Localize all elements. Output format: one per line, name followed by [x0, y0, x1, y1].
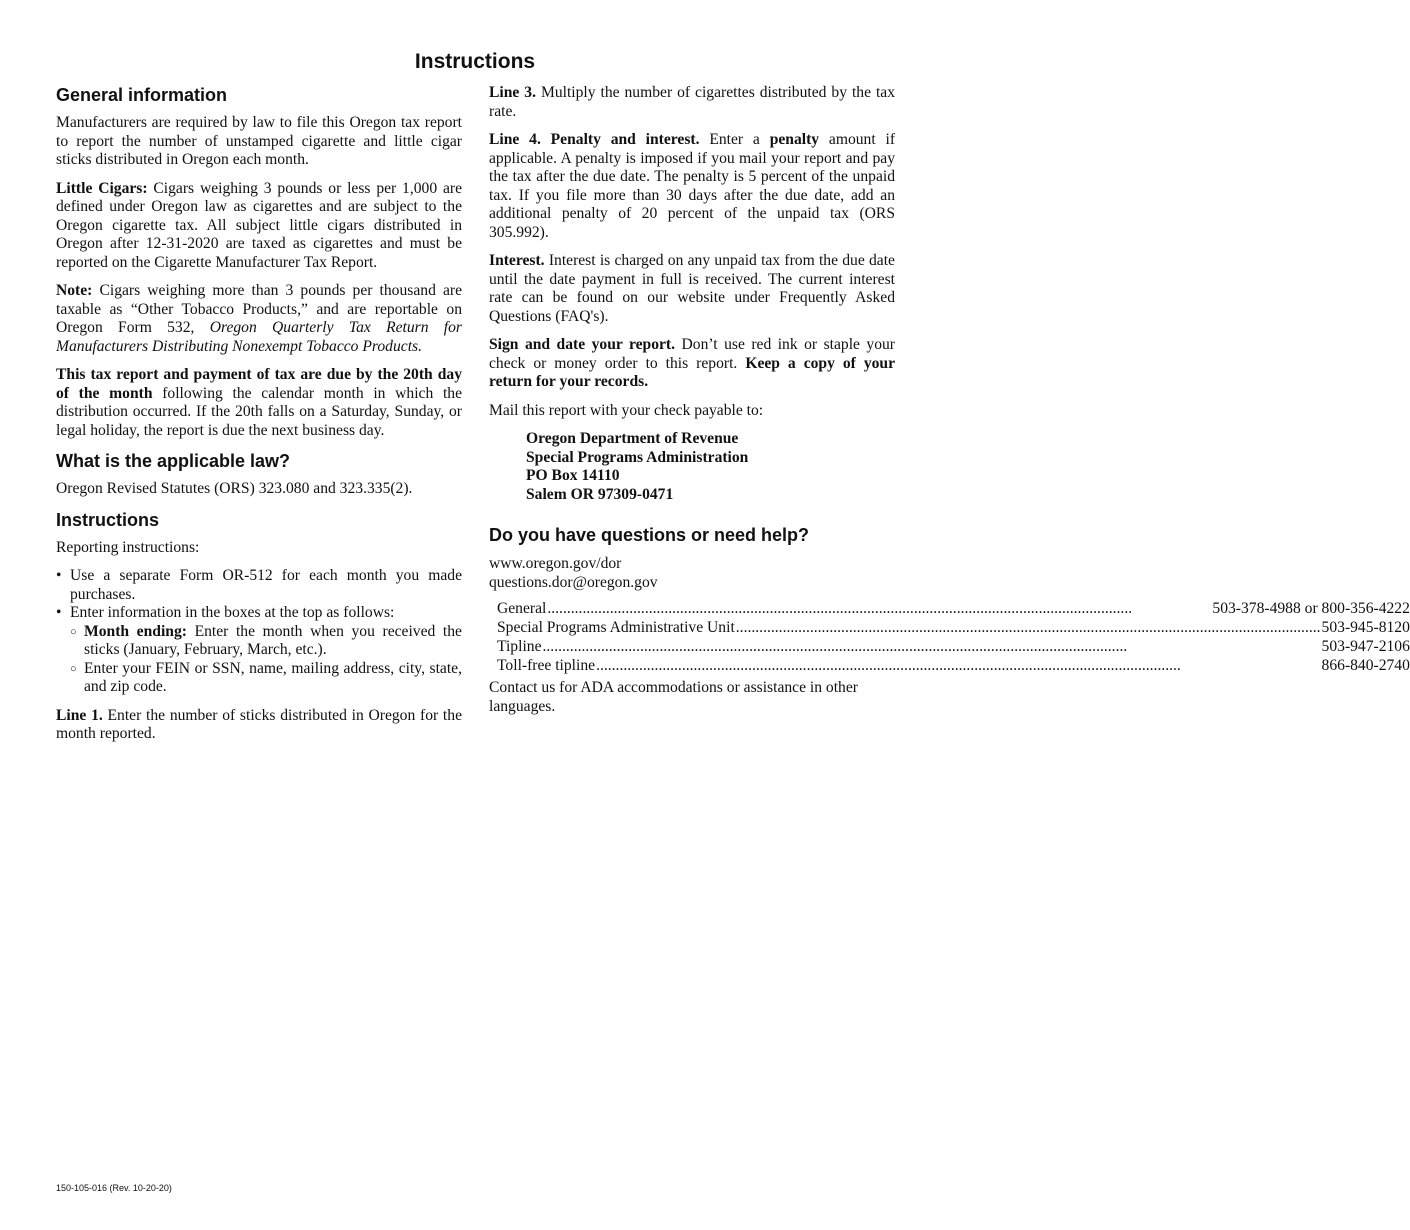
line3-paragraph	[489, 84, 895, 121]
sub-list-item	[70, 623, 462, 660]
month-ending-label: Month ending:	[84, 622, 187, 640]
left-column	[56, 84, 462, 754]
due-date-bold: This tax report and payment of tax are due by the 20th day of the month	[56, 366, 462, 402]
phone-number: 503-945-8120	[1321, 619, 1410, 636]
bullet-text: Enter information in the boxes at the top as follows:	[70, 604, 395, 621]
contact-lines	[489, 554, 895, 592]
month-ending-text: Enter the month when you received the sticks (January, February, March, etc.).	[84, 622, 462, 658]
address-line: Oregon Department of Revenue	[526, 430, 739, 447]
interest-label: Interest.	[489, 252, 545, 269]
phone-number: 503-947-2106	[1321, 638, 1410, 655]
address-line: Salem OR 97309-0471	[526, 485, 674, 503]
leader-dots	[596, 656, 1320, 675]
note-paragraph	[56, 282, 462, 356]
general-intro: Manufacturers are required by law to file this Oregon tax report to report the number of unstamped cigarette and little cigar sticks distributed in Oregon each month.	[56, 114, 462, 168]
sub-list	[70, 623, 462, 697]
reporting-instructions: Reporting instructions:	[56, 538, 200, 556]
table-row	[497, 599, 1410, 618]
mail-instruction: Mail this report with your check payable to:	[489, 401, 764, 419]
sign-bold: Keep a copy of your return for your records.	[489, 354, 896, 390]
line1-label: Line 1.	[56, 706, 103, 724]
leader-dots	[547, 599, 1211, 618]
phone-number: 503-378-4988 or 800-356-4222	[1212, 600, 1410, 617]
sign-text: Don’t use red ink or staple your check or money order to this report.	[489, 336, 896, 372]
page-title: Instructions	[414, 50, 536, 73]
fein-text: Enter your FEIN or SSN, name, mailing address, city, state, and zip code.	[84, 659, 462, 695]
line1-text: Enter the number of sticks distributed in Oregon for the month reported.	[56, 706, 462, 742]
email-link[interactable]: questions.dor@oregon.gov	[489, 574, 658, 591]
interest-text: Interest is charged on any unpaid tax from the due date until the date payment in full is received. The current interest rate can be found on our website under Frequently Asked Questions (FAQ's).	[489, 252, 895, 325]
form-number-footer: 150-105-016 (Rev. 10-20-20)	[56, 1183, 172, 1193]
phone-label: Toll-free tipline	[497, 657, 596, 674]
table-row	[497, 618, 1410, 637]
line4-label: Line 4. Penalty and interest.	[489, 131, 700, 148]
little-cigars-paragraph	[56, 180, 462, 273]
interest-paragraph	[489, 252, 895, 326]
line3-text: Multiply the number of cigarettes distributed by the tax rate.	[489, 84, 895, 120]
note-text: Cigars weighing more than 3 pounds per thousand are taxable as “Other Tobacco Products,” and are reportable on Oregon Form 532,	[56, 282, 462, 336]
list-item	[56, 604, 462, 697]
right-column	[489, 84, 1410, 726]
applicable-law-text: Oregon Revised Statutes (ORS) 323.080 and 323.335(2).	[56, 480, 413, 497]
note-label: Note:	[56, 282, 93, 299]
bullet-text: Use a separate Form OR-512 for each month you made purchases.	[70, 567, 462, 603]
leader-dots	[543, 637, 1321, 656]
ada-text: Contact us for ADA accommodations or assistance in other languages.	[489, 679, 858, 715]
line4-text: amount if applicable. A penalty is imposed if you mail your report and pay the tax after the due date. The penalty is 5 percent of the unpaid tax. If you file more than 30 days after the due date, add an additional penalty of 20 percent of the unpaid tax (ORS 305.992).	[489, 131, 896, 241]
table-row	[497, 656, 1410, 675]
address-line: PO Box 14110	[526, 467, 620, 484]
phone-number: 866-840-2740	[1321, 657, 1410, 674]
sign-paragraph	[489, 336, 895, 392]
general-information-heading: General information	[56, 85, 228, 105]
little-cigars-text: Cigars weighing 3 pounds or less per 1,000 are defined under Oregon law as cigarettes and are subject to the Oregon cigarette tax. All subject little cigars distributed in Oregon after 12-31-2020 are taxed as cigarettes and must be reported on the Cigarette Manufacturer Tax Report.	[56, 179, 462, 271]
note-form-title: Oregon Quarterly Tax Return for Manufacturers Distributing Nonexempt Tobacco Products.	[56, 319, 462, 355]
phone-label: Tipline	[497, 638, 542, 655]
phone-label: Special Programs Administrative Unit	[497, 619, 735, 636]
line3-label: Line 3.	[489, 84, 536, 101]
instructions-list	[56, 567, 462, 697]
mailing-address	[526, 430, 895, 504]
help-heading: Do you have questions or need help?	[489, 525, 810, 545]
address-line: Special Programs Administration	[526, 448, 749, 466]
sub-list-item	[70, 660, 462, 697]
phone-label: General	[497, 600, 547, 617]
line4-paragraph	[489, 131, 895, 242]
table-row	[497, 637, 1410, 656]
phone-table	[497, 599, 1410, 675]
website-link[interactable]: www.oregon.gov/dor	[489, 555, 622, 572]
line1-paragraph	[56, 707, 462, 744]
little-cigars-label: Little Cigars:	[56, 179, 148, 197]
due-date-text: following the calendar month in which the distribution occurred. If the 20th falls on a Saturday, Sunday, or legal holiday, the report is due the next business day.	[56, 384, 462, 439]
applicable-law-heading: What is the applicable law?	[56, 451, 291, 471]
list-item	[56, 567, 462, 604]
line4-pre: Enter a	[709, 131, 760, 148]
line4-penalty: penalty	[769, 131, 820, 148]
instructions-heading: Instructions	[56, 509, 160, 530]
due-date-paragraph	[56, 366, 462, 440]
sign-label: Sign and date your report.	[489, 336, 676, 353]
leader-dots	[736, 618, 1321, 637]
